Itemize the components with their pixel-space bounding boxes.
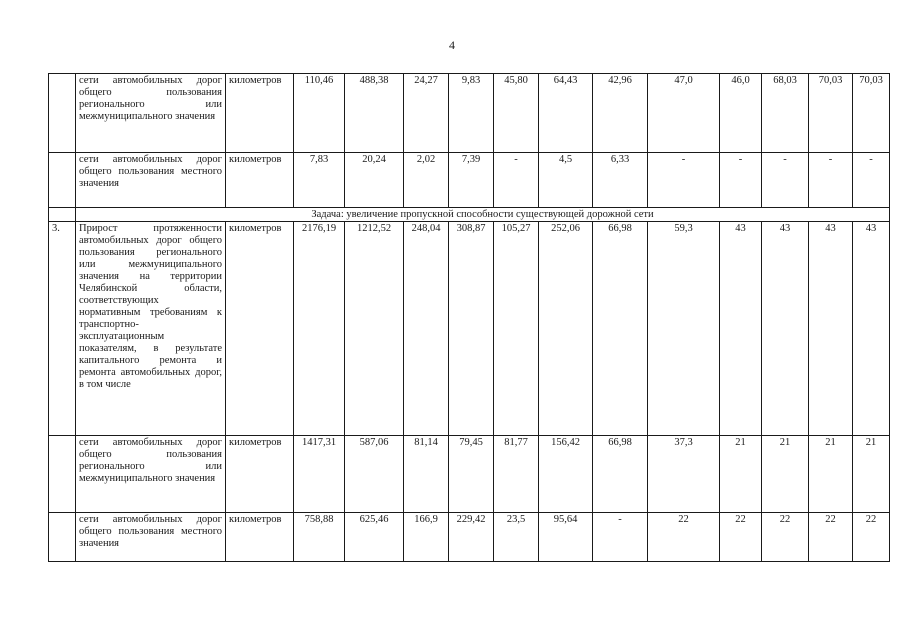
value-cell: 625,46 [345,513,404,562]
value-cell: 37,3 [648,436,720,513]
value-cell: 229,42 [449,513,494,562]
value-cell: 1212,52 [345,222,404,436]
indicator-description: сети автомобильных дорог общего пользования регионального или межмуниципального значения [76,436,226,513]
value-cell: 66,98 [593,222,648,436]
value-cell: 81,14 [404,436,449,513]
value-cell: 21 [720,436,762,513]
task-heading: Задача: увеличение пропускной способности существующей дорожной сети [76,208,890,222]
value-cell: 95,64 [539,513,593,562]
value-cell: 1417,31 [294,436,345,513]
value-cell: - [853,153,890,208]
value-cell: 22 [853,513,890,562]
table-row [49,436,890,513]
value-cell: 64,43 [539,74,593,153]
number-cell [49,513,76,562]
value-cell: 70,03 [809,74,853,153]
value-cell: 6,33 [593,153,648,208]
unit-cell: километров [226,153,294,208]
value-cell: 43 [853,222,890,436]
value-cell: - [593,513,648,562]
value-cell: 21 [809,436,853,513]
value-cell: 105,27 [494,222,539,436]
value-cell: 46,0 [720,74,762,153]
number-cell [49,208,76,222]
value-cell: 79,45 [449,436,494,513]
number-cell [49,436,76,513]
unit-cell: километров [226,513,294,562]
value-cell: 70,03 [853,74,890,153]
value-cell: 59,3 [648,222,720,436]
value-cell: 22 [648,513,720,562]
table-row [49,153,890,208]
value-cell: 9,83 [449,74,494,153]
value-cell: - [720,153,762,208]
table-row [49,74,890,153]
value-cell: - [494,153,539,208]
value-cell: 21 [853,436,890,513]
value-cell: - [809,153,853,208]
value-cell: 20,24 [345,153,404,208]
value-cell: 22 [762,513,809,562]
value-cell: 24,27 [404,74,449,153]
value-cell: 308,87 [449,222,494,436]
value-cell: 23,5 [494,513,539,562]
value-cell: 47,0 [648,74,720,153]
value-cell: 7,39 [449,153,494,208]
value-cell: 252,06 [539,222,593,436]
value-cell: 45,80 [494,74,539,153]
value-cell: - [648,153,720,208]
value-cell: - [762,153,809,208]
value-cell: 110,46 [294,74,345,153]
number-cell [49,74,76,153]
table-body [49,74,890,562]
value-cell: 21 [762,436,809,513]
value-cell: 42,96 [593,74,648,153]
indicators-table [48,73,890,562]
unit-cell: километров [226,74,294,153]
unit-cell: километров [226,222,294,436]
value-cell: 488,38 [345,74,404,153]
number-cell [49,153,76,208]
value-cell: 22 [720,513,762,562]
value-cell: 66,98 [593,436,648,513]
value-cell: 587,06 [345,436,404,513]
value-cell: 248,04 [404,222,449,436]
indicator-description: сети автомобильных дорог общего пользования местного значения [76,513,226,562]
value-cell: 2,02 [404,153,449,208]
page-number: 4 [449,38,455,52]
value-cell: 2176,19 [294,222,345,436]
value-cell: 7,83 [294,153,345,208]
value-cell: 68,03 [762,74,809,153]
indicator-description: сети автомобильных дорог общего пользования местного значения [76,153,226,208]
value-cell: 43 [809,222,853,436]
value-cell: 156,42 [539,436,593,513]
value-cell: 4,5 [539,153,593,208]
value-cell: 81,77 [494,436,539,513]
unit-cell: километров [226,436,294,513]
table-row [49,513,890,562]
indicator-description: сети автомобильных дорог общего пользования регионального или межмуниципального значения [76,74,226,153]
value-cell: 22 [809,513,853,562]
value-cell: 166,9 [404,513,449,562]
task-row [49,208,890,222]
value-cell: 43 [720,222,762,436]
number-cell: 3. [49,222,76,436]
table-row [49,222,890,436]
value-cell: 43 [762,222,809,436]
indicator-description: Прирост протяженности автомобильных дорог общего пользования регионального или межмуниципального значения на территории Челябинской области, соответствующих нормативным требованиям к транспортно-эксплуатационным показателям, в результате капитального ремонта и ремонта автомобильных дорог, в том числе [76,222,226,436]
value-cell: 758,88 [294,513,345,562]
